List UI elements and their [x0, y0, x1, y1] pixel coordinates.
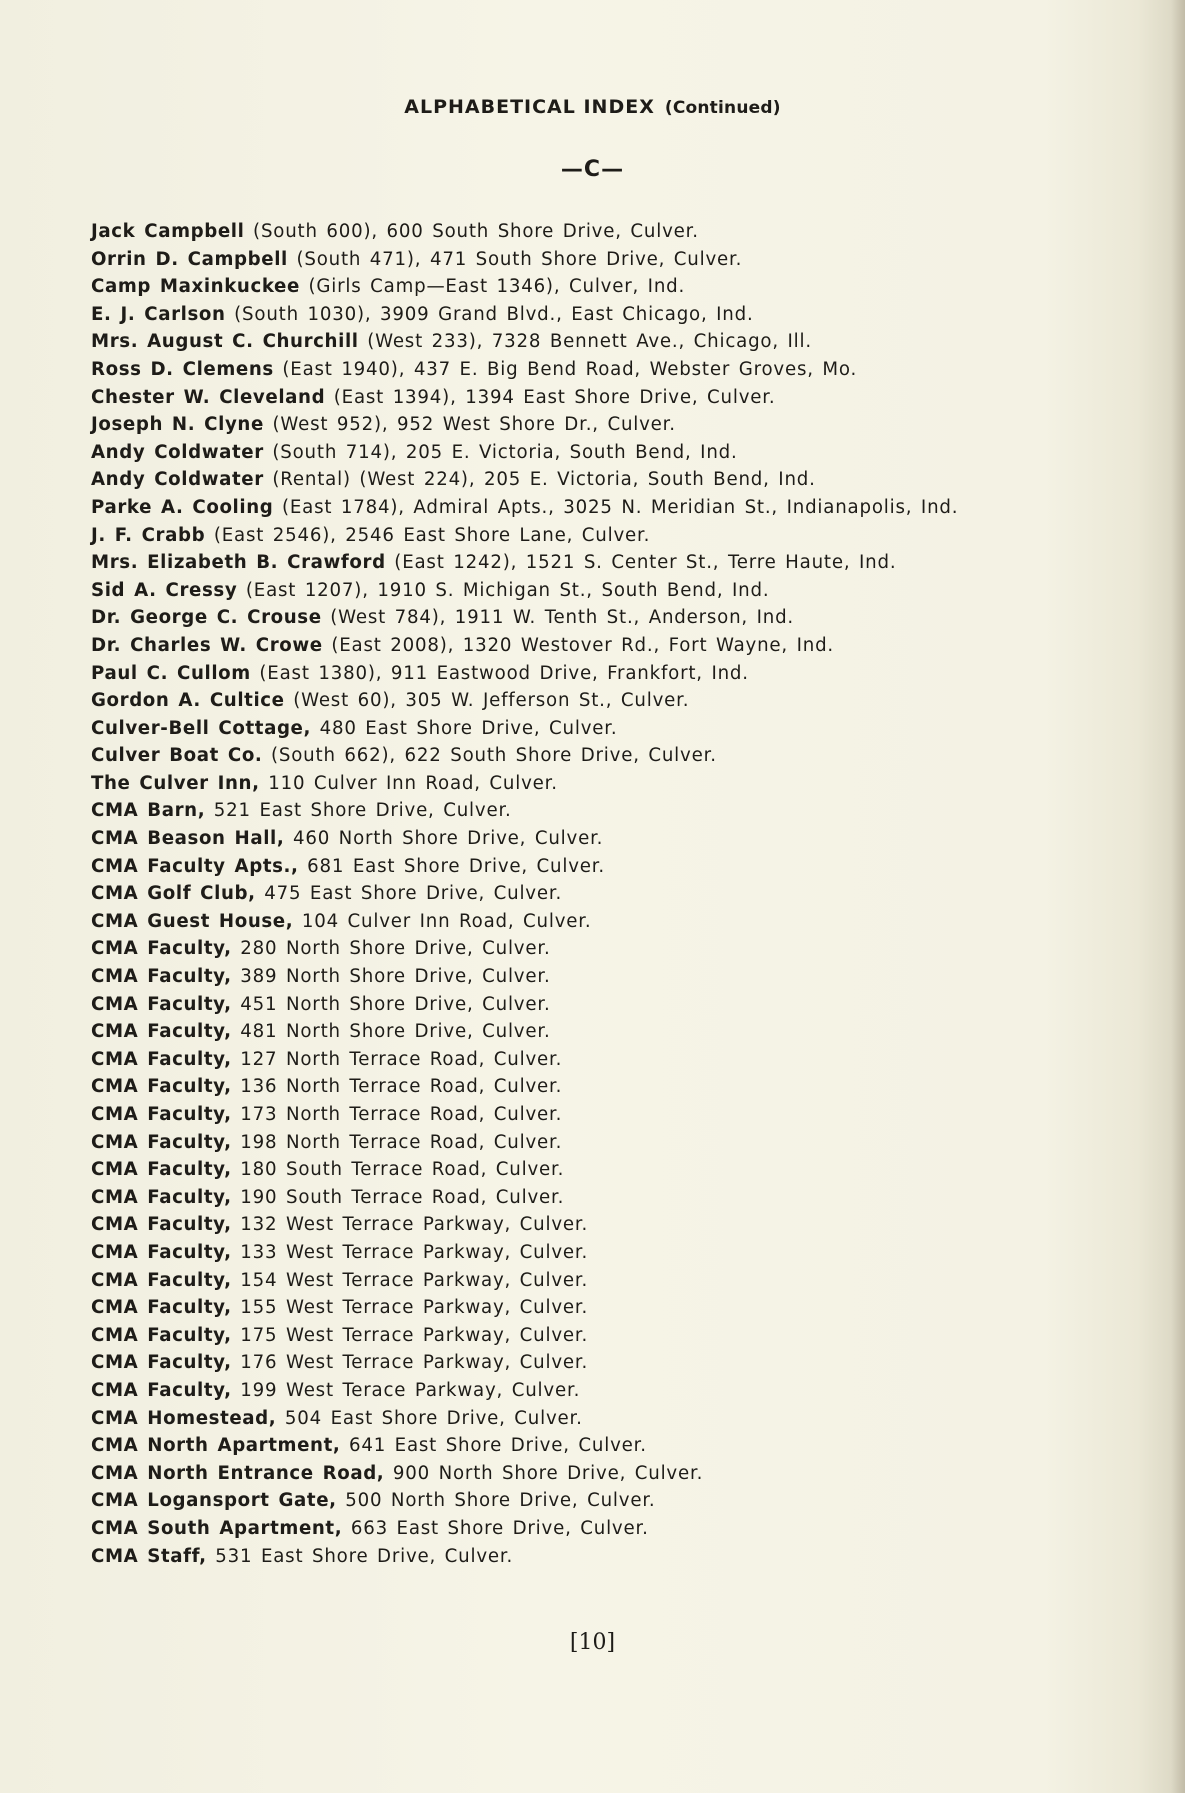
page-title [0, 96, 1185, 118]
entry-detail: (East 1207), 1910 S. Michigan St., South Bend, Ind. [237, 579, 770, 601]
entry-name: CMA Faculty, [91, 1186, 232, 1208]
entry-name: CMA Faculty, [91, 1048, 232, 1070]
index-entry [91, 991, 1151, 1019]
entry-detail: (East 2008), 1320 Westover Rd., Fort Wayne, Ind. [322, 634, 834, 656]
index-entry [91, 632, 1151, 660]
entry-name: CMA North Apartment, [91, 1435, 341, 1457]
index-entry [91, 1073, 1151, 1101]
index-entry [91, 301, 1151, 329]
entry-detail: 175 West Terrace Parkway, Culver. [231, 1324, 589, 1346]
entry-name: CMA Barn, [91, 800, 206, 822]
entry-detail: 531 East Shore Drive, Culver. [206, 1545, 514, 1567]
entry-detail: 481 North Shore Drive, Culver. [231, 1021, 551, 1043]
index-entry [91, 246, 1151, 274]
index-entry [91, 411, 1151, 439]
index-entry [91, 853, 1151, 881]
entry-name: CMA Faculty, [91, 1214, 232, 1236]
entry-detail: (West 233), 7328 Bennett Ave., Chicago, Ill. [358, 331, 812, 353]
index-entry [91, 1211, 1151, 1239]
entry-detail: 641 East Shore Drive, Culver. [340, 1435, 647, 1457]
entry-detail: 180 South Terrace Road, Culver. [231, 1159, 565, 1181]
index-entry [91, 1101, 1151, 1129]
entry-detail: 154 West Terrace Parkway, Culver. [231, 1269, 589, 1291]
index-entry [91, 687, 1151, 715]
entry-name: CMA Homestead, [91, 1407, 277, 1429]
entry-detail: (Rental) (West 224), 205 E. Victoria, South Bend, Ind. [263, 469, 816, 491]
entry-name: CMA Faculty, [91, 1104, 232, 1125]
entry-name: Parke A. Cooling [91, 496, 274, 518]
index-entry [91, 742, 1151, 770]
entry-name: Ross D. Clemens [91, 358, 274, 380]
entry-detail: (South 662), 622 South Shore Drive, Culver. [262, 745, 717, 767]
entry-name: Paul C. Cullom [91, 662, 251, 684]
entry-detail: (East 1940), 437 E. Big Bend Road, Webster Groves, Mo. [273, 358, 858, 380]
entry-name: CMA South Apartment, [91, 1517, 343, 1539]
entry-detail: 280 North Shore Drive, Culver. [231, 938, 551, 960]
entry-name: CMA Faculty, [91, 1241, 232, 1263]
entry-name: Joseph N. Clyne [91, 414, 264, 436]
entry-detail: (East 1242), 1521 S. Center St., Terre Haute, Ind. [385, 552, 897, 574]
entry-detail: 389 North Shore Drive, Culver. [231, 966, 551, 988]
entry-detail: 504 East Shore Drive, Culver. [276, 1407, 583, 1429]
index-entry [91, 935, 1151, 963]
entry-detail: 104 Culver Inn Road, Culver. [293, 910, 592, 932]
entry-name: CMA Faculty, [91, 1021, 232, 1043]
entry-name: Andy Coldwater [91, 441, 264, 463]
entry-detail: (Girls Camp—East 1346), Culver, Ind. [299, 276, 686, 298]
page-number: [10] [569, 1630, 616, 1655]
entry-detail: 460 North Shore Drive, Culver. [284, 828, 604, 850]
entry-detail: (East 1784), Admiral Apts., 3025 N. Meridian St., Indianapolis, Ind. [273, 496, 959, 518]
index-entry [91, 1487, 1151, 1515]
entry-name: CMA Golf Club, [91, 883, 256, 905]
index-entry [91, 1129, 1151, 1157]
index-entry [91, 218, 1151, 246]
index-subtitle: (Continued) [664, 98, 781, 118]
index-entry [91, 715, 1151, 743]
entry-detail: 132 West Terrace Parkway, Culver. [231, 1214, 589, 1236]
entry-name: CMA Faculty, [91, 938, 232, 960]
entry-name: CMA Faculty, [91, 1352, 232, 1374]
entry-detail: (West 60), 305 W. Jefferson St., Culver. [284, 690, 690, 712]
entry-name: Gordon A. Cultice [91, 690, 285, 712]
entry-name: CMA Faculty, [91, 1379, 232, 1401]
entry-name: CMA Faculty, [91, 1076, 232, 1098]
entry-name: Mrs. Elizabeth B. Crawford [91, 552, 386, 574]
index-entry [91, 384, 1151, 412]
entry-name: CMA Faculty, [91, 993, 232, 1015]
entry-name: The Culver Inn, [91, 772, 260, 794]
index-entry [91, 1349, 1151, 1377]
index-entry [91, 825, 1151, 853]
entry-name: CMA Staff, [91, 1545, 207, 1567]
entry-name: Culver-Bell Cottage, [91, 717, 312, 739]
entry-detail: 500 North Shore Drive, Culver. [336, 1490, 656, 1512]
index-entry [91, 1322, 1151, 1350]
index-entry [91, 549, 1151, 577]
entry-name: Dr. Charles W. Crowe [91, 634, 323, 656]
entry-name: Culver Boat Co. [91, 745, 263, 767]
index-entry [91, 963, 1151, 991]
entry-detail: (East 1380), 911 Eastwood Drive, Frankfort, Ind. [250, 662, 749, 684]
entry-detail: 663 East Shore Drive, Culver. [342, 1517, 649, 1539]
index-entry [91, 1543, 1151, 1571]
entry-name: Mrs. August C. Churchill [91, 331, 359, 353]
index-entry [91, 1267, 1151, 1295]
entry-detail: (West 784), 1911 W. Tenth St., Anderson, Ind. [321, 607, 794, 629]
entry-detail: 521 East Shore Drive, Culver. [205, 800, 512, 822]
entry-name: E. J. Carlson [91, 303, 226, 325]
entry-name: CMA Faculty Apts., [91, 855, 299, 877]
entry-detail: (South 1030), 3909 Grand Blvd., East Chicago, Ind. [225, 303, 754, 325]
entry-name: CMA Faculty, [91, 1159, 232, 1181]
spine-shadow [1171, 0, 1185, 1793]
index-entry [91, 1460, 1151, 1488]
entry-detail: 173 North Terrace Road, Culver. [231, 1104, 563, 1125]
entry-name: Chester W. Cleveland [91, 386, 326, 408]
index-entry [91, 1515, 1151, 1543]
entry-name: Sid A. Cressy [91, 579, 238, 601]
entry-detail: 198 North Terrace Road, Culver. [231, 1131, 563, 1153]
entry-name: CMA Faculty, [91, 1269, 232, 1291]
entry-name: CMA Faculty, [91, 1131, 232, 1153]
entry-detail: 176 West Terrace Parkway, Culver. [231, 1352, 589, 1374]
index-entry [91, 522, 1151, 550]
index-entry [91, 1377, 1151, 1405]
index-entry [91, 1405, 1151, 1433]
entry-detail: 451 North Shore Drive, Culver. [231, 993, 551, 1015]
entry-detail: (South 600), 600 South Shore Drive, Culver. [244, 221, 699, 242]
index-entry [91, 908, 1151, 936]
entry-detail: (South 714), 205 E. Victoria, South Bend, Ind. [263, 441, 738, 463]
entry-detail: 110 Culver Inn Road, Culver. [259, 772, 558, 794]
entry-name: CMA Faculty, [91, 1297, 232, 1319]
entry-name: CMA Faculty, [91, 1324, 232, 1346]
entry-name: Jack Campbell [91, 221, 245, 242]
index-entry [91, 328, 1151, 356]
index-entry [91, 356, 1151, 384]
entry-name: Dr. George C. Crouse [91, 607, 322, 629]
index-entry [91, 1432, 1151, 1460]
entry-name: Orrin D. Campbell [91, 248, 288, 270]
index-title: ALPHABETICAL INDEX [404, 96, 655, 118]
entry-detail: 155 West Terrace Parkway, Culver. [231, 1297, 589, 1319]
index-entry [91, 494, 1151, 522]
index-entry [91, 1239, 1151, 1267]
entry-detail: (East 2546), 2546 East Shore Lane, Culver. [205, 524, 651, 546]
entry-name: CMA Guest House, [91, 910, 294, 932]
index-entry [91, 797, 1151, 825]
index-entry [91, 1294, 1151, 1322]
index-entry [91, 604, 1151, 632]
index-entry [91, 439, 1151, 467]
entry-detail: 127 North Terrace Road, Culver. [231, 1048, 563, 1070]
entry-name: CMA Faculty, [91, 966, 232, 988]
entry-detail: 480 East Shore Drive, Culver. [311, 717, 618, 739]
index-entry [91, 273, 1151, 301]
entry-name: CMA Beason Hall, [91, 828, 285, 850]
entry-detail: (West 952), 952 West Shore Dr., Culver. [263, 414, 676, 436]
entry-detail: (South 471), 471 South Shore Drive, Culver. [287, 248, 743, 270]
entry-detail: 136 North Terrace Road, Culver. [231, 1076, 563, 1098]
index-entry [91, 1184, 1151, 1212]
index-entry-list [91, 218, 1151, 1570]
entry-name: CMA North Entrance Road, [91, 1462, 385, 1484]
entry-detail: 681 East Shore Drive, Culver. [298, 855, 605, 877]
index-entry [91, 577, 1151, 605]
entry-detail: 475 East Shore Drive, Culver. [255, 883, 563, 905]
index-entry [91, 1156, 1151, 1184]
entry-detail: 133 West Terrace Parkway, Culver. [231, 1241, 589, 1263]
entry-detail: 190 South Terrace Road, Culver. [231, 1186, 565, 1208]
entry-name: Camp Maxinkuckee [91, 276, 300, 298]
entry-name: J. F. Crabb [91, 524, 206, 546]
entry-detail: 199 West Terace Parkway, Culver. [231, 1379, 581, 1401]
index-entry [91, 1018, 1151, 1046]
index-entry [91, 660, 1151, 688]
index-entry [91, 466, 1151, 494]
index-entry [91, 880, 1151, 908]
entry-detail: (East 1394), 1394 East Shore Drive, Culver. [325, 386, 776, 408]
index-entry [91, 770, 1151, 798]
entry-name: Andy Coldwater [91, 469, 264, 491]
entry-name: CMA Logansport Gate, [91, 1490, 337, 1512]
index-entry [91, 1046, 1151, 1074]
entry-detail: 900 North Shore Drive, Culver. [384, 1462, 704, 1484]
section-letter-heading: —C— [560, 157, 625, 182]
